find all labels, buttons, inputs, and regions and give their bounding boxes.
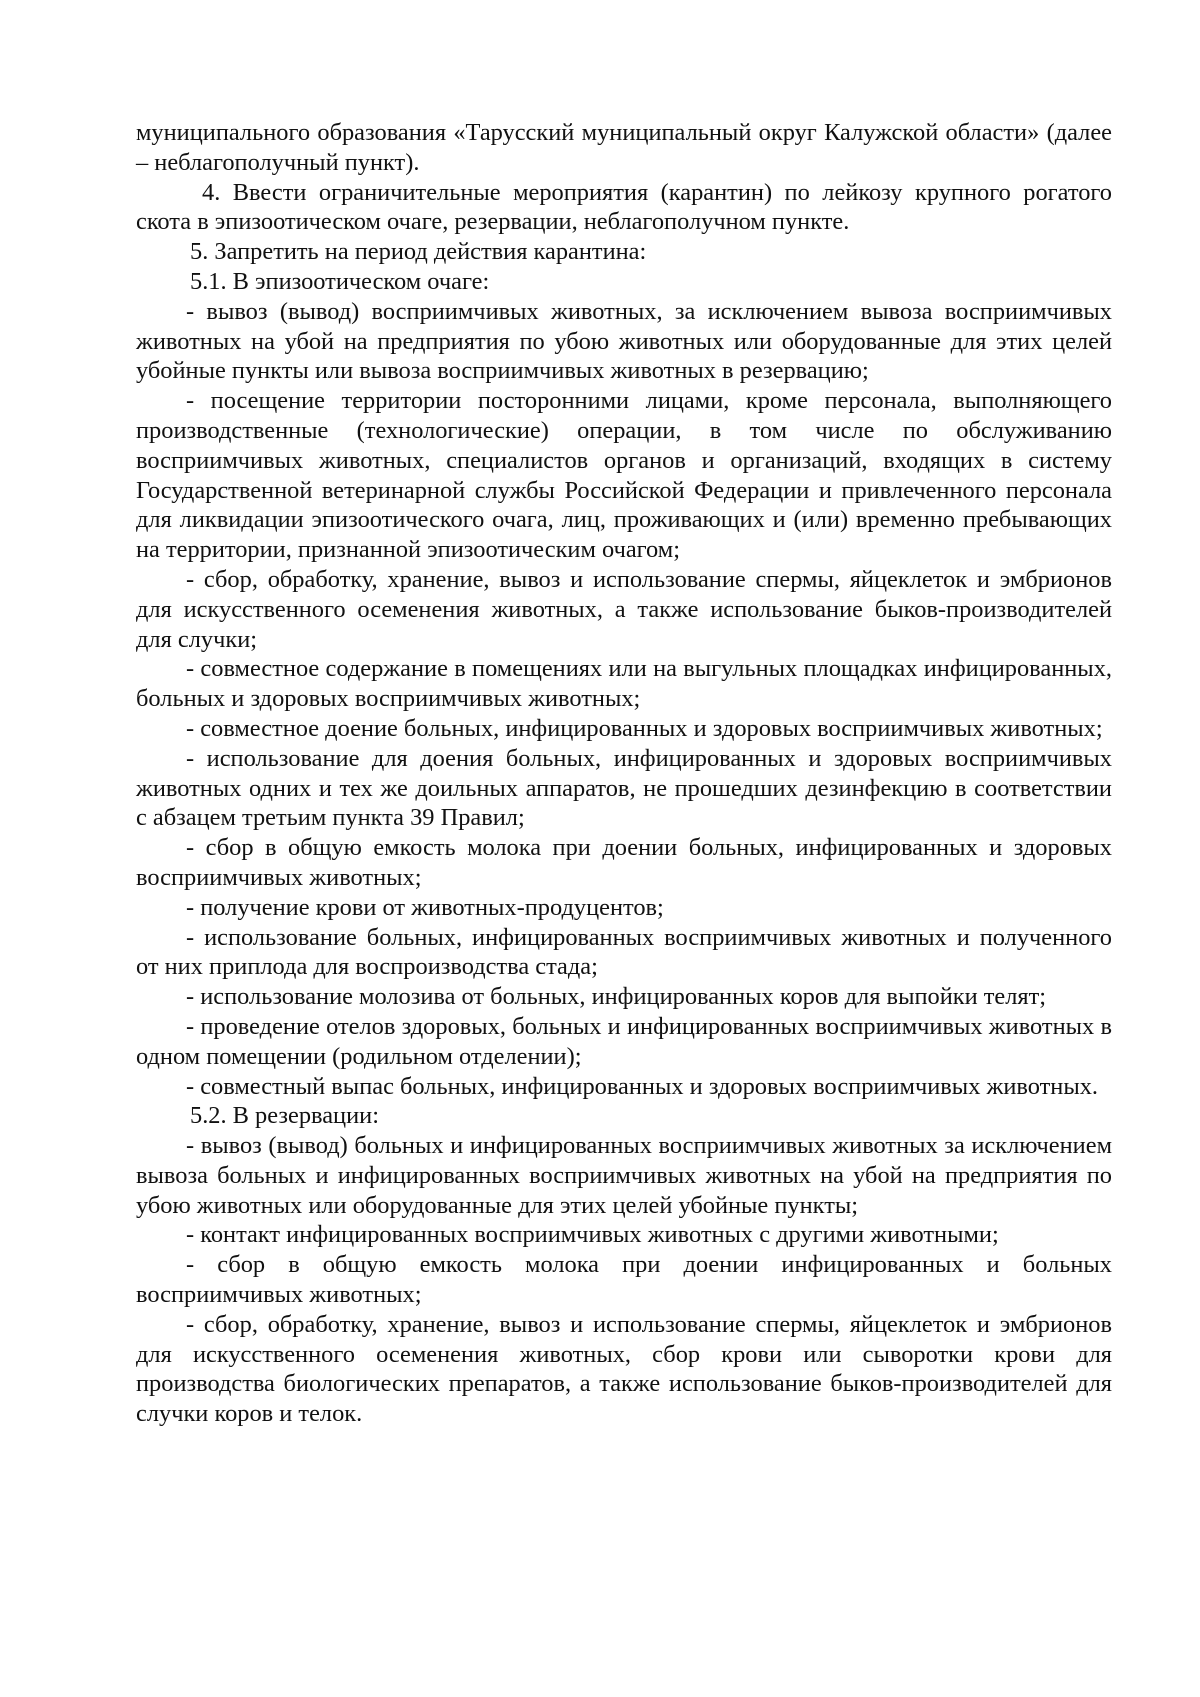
list-item: - совместное содержание в помещениях или на выгульных площадках инфицированных, больных и здоровых восприимчивых животных; xyxy=(136,655,1112,713)
paragraph-item-5: 5. Запретить на период действия карантина: xyxy=(190,238,647,266)
paragraph-continuation: муниципального образования «Тарусский муниципальный округ Калужской области» (далее – неблагополучный пункт). xyxy=(136,119,1112,176)
list-item: - посещение территории посторонними лицами, кроме персонала, выполняющего производственные (технологические) операции, в том числе по обслуживанию восприимчивых животных, специалистов органов и организаций, входящих в систему Государственной ветеринарной службы Российской Федерации и привлеченного персонала для ликвидации эпизоотического очага, лиц, проживающих и (или) временно пребывающих на территории, признанной эпизоотическим очагом; xyxy=(136,387,1112,564)
list-item: - вывоз (вывод) больных и инфицированных восприимчивых животных за исключением вывоза больных и инфицированных восприимчивых животных на убой на предприятия по убою животных или оборудованные для этих целей убойные пункты; xyxy=(136,1132,1112,1219)
list-item: - контакт инфицированных восприимчивых животных с другими животными; xyxy=(186,1221,999,1249)
list-item: - использование больных, инфицированных восприимчивых животных и полученного от них приплода для воспроизводства стада; xyxy=(136,923,1112,981)
list-item: - проведение отелов здоровых, больных и инфицированных восприимчивых животных в одном помещении (родильном отделении); xyxy=(136,1012,1112,1070)
list-item: - совместное доение больных, инфицированных и здоровых восприимчивых животных; xyxy=(186,714,1103,742)
paragraph-item-5-2: 5.2. В резервации: xyxy=(190,1102,379,1130)
paragraph-item-4: 4. Ввести ограничительные мероприятия (карантин) по лейкозу крупного рогатого скота в эпизоотическом очаге, резервации, неблагополучном пункте. xyxy=(136,178,1112,236)
list-item: - получение крови от животных-продуцентов; xyxy=(186,893,664,921)
list-item: - совместный выпас больных, инфицированных и здоровых восприимчивых животных. xyxy=(186,1072,1099,1100)
list-item: - сбор, обработку, хранение, вывоз и использование спермы, яйцеклеток и эмбрионов для искусственного осеменения животных, сбор крови или сыворотки крови для производства биологических препаратов, а также использование быков-производителей для случки коров и телок. xyxy=(136,1310,1112,1428)
list-item: - использование для доения больных, инфицированных и здоровых восприимчивых животных одних и тех же доильных аппаратов, не прошедших дезинфекцию в соответствии с абзацем третьим пункта 39 Правил; xyxy=(136,744,1112,832)
list-item: - сбор в общую емкость молока при доении больных, инфицированных и здоровых восприимчивых животных; xyxy=(136,834,1112,891)
list-item: - вывоз (вывод) восприимчивых животных, за исключением вывоза восприимчивых животных на убой на предприятия по убою животных или оборудованные для этих целей убойные пункты или вывоза восприимчивых животных в резервацию; xyxy=(136,297,1112,385)
list-item: - сбор в общую емкость молока при доении инфицированных и больных восприимчивых животных; xyxy=(136,1251,1112,1309)
paragraph-item-5-1: 5.1. В эпизоотическом очаге: xyxy=(190,267,490,295)
list-item: - использование молозива от больных, инфицированных коров для выпойки телят; xyxy=(186,983,1047,1011)
list-item: - сбор, обработку, хранение, вывоз и использование спермы, яйцеклеток и эмбрионов для искусственного осеменения животных, а также использование быков-производителей для случки; xyxy=(136,565,1112,653)
